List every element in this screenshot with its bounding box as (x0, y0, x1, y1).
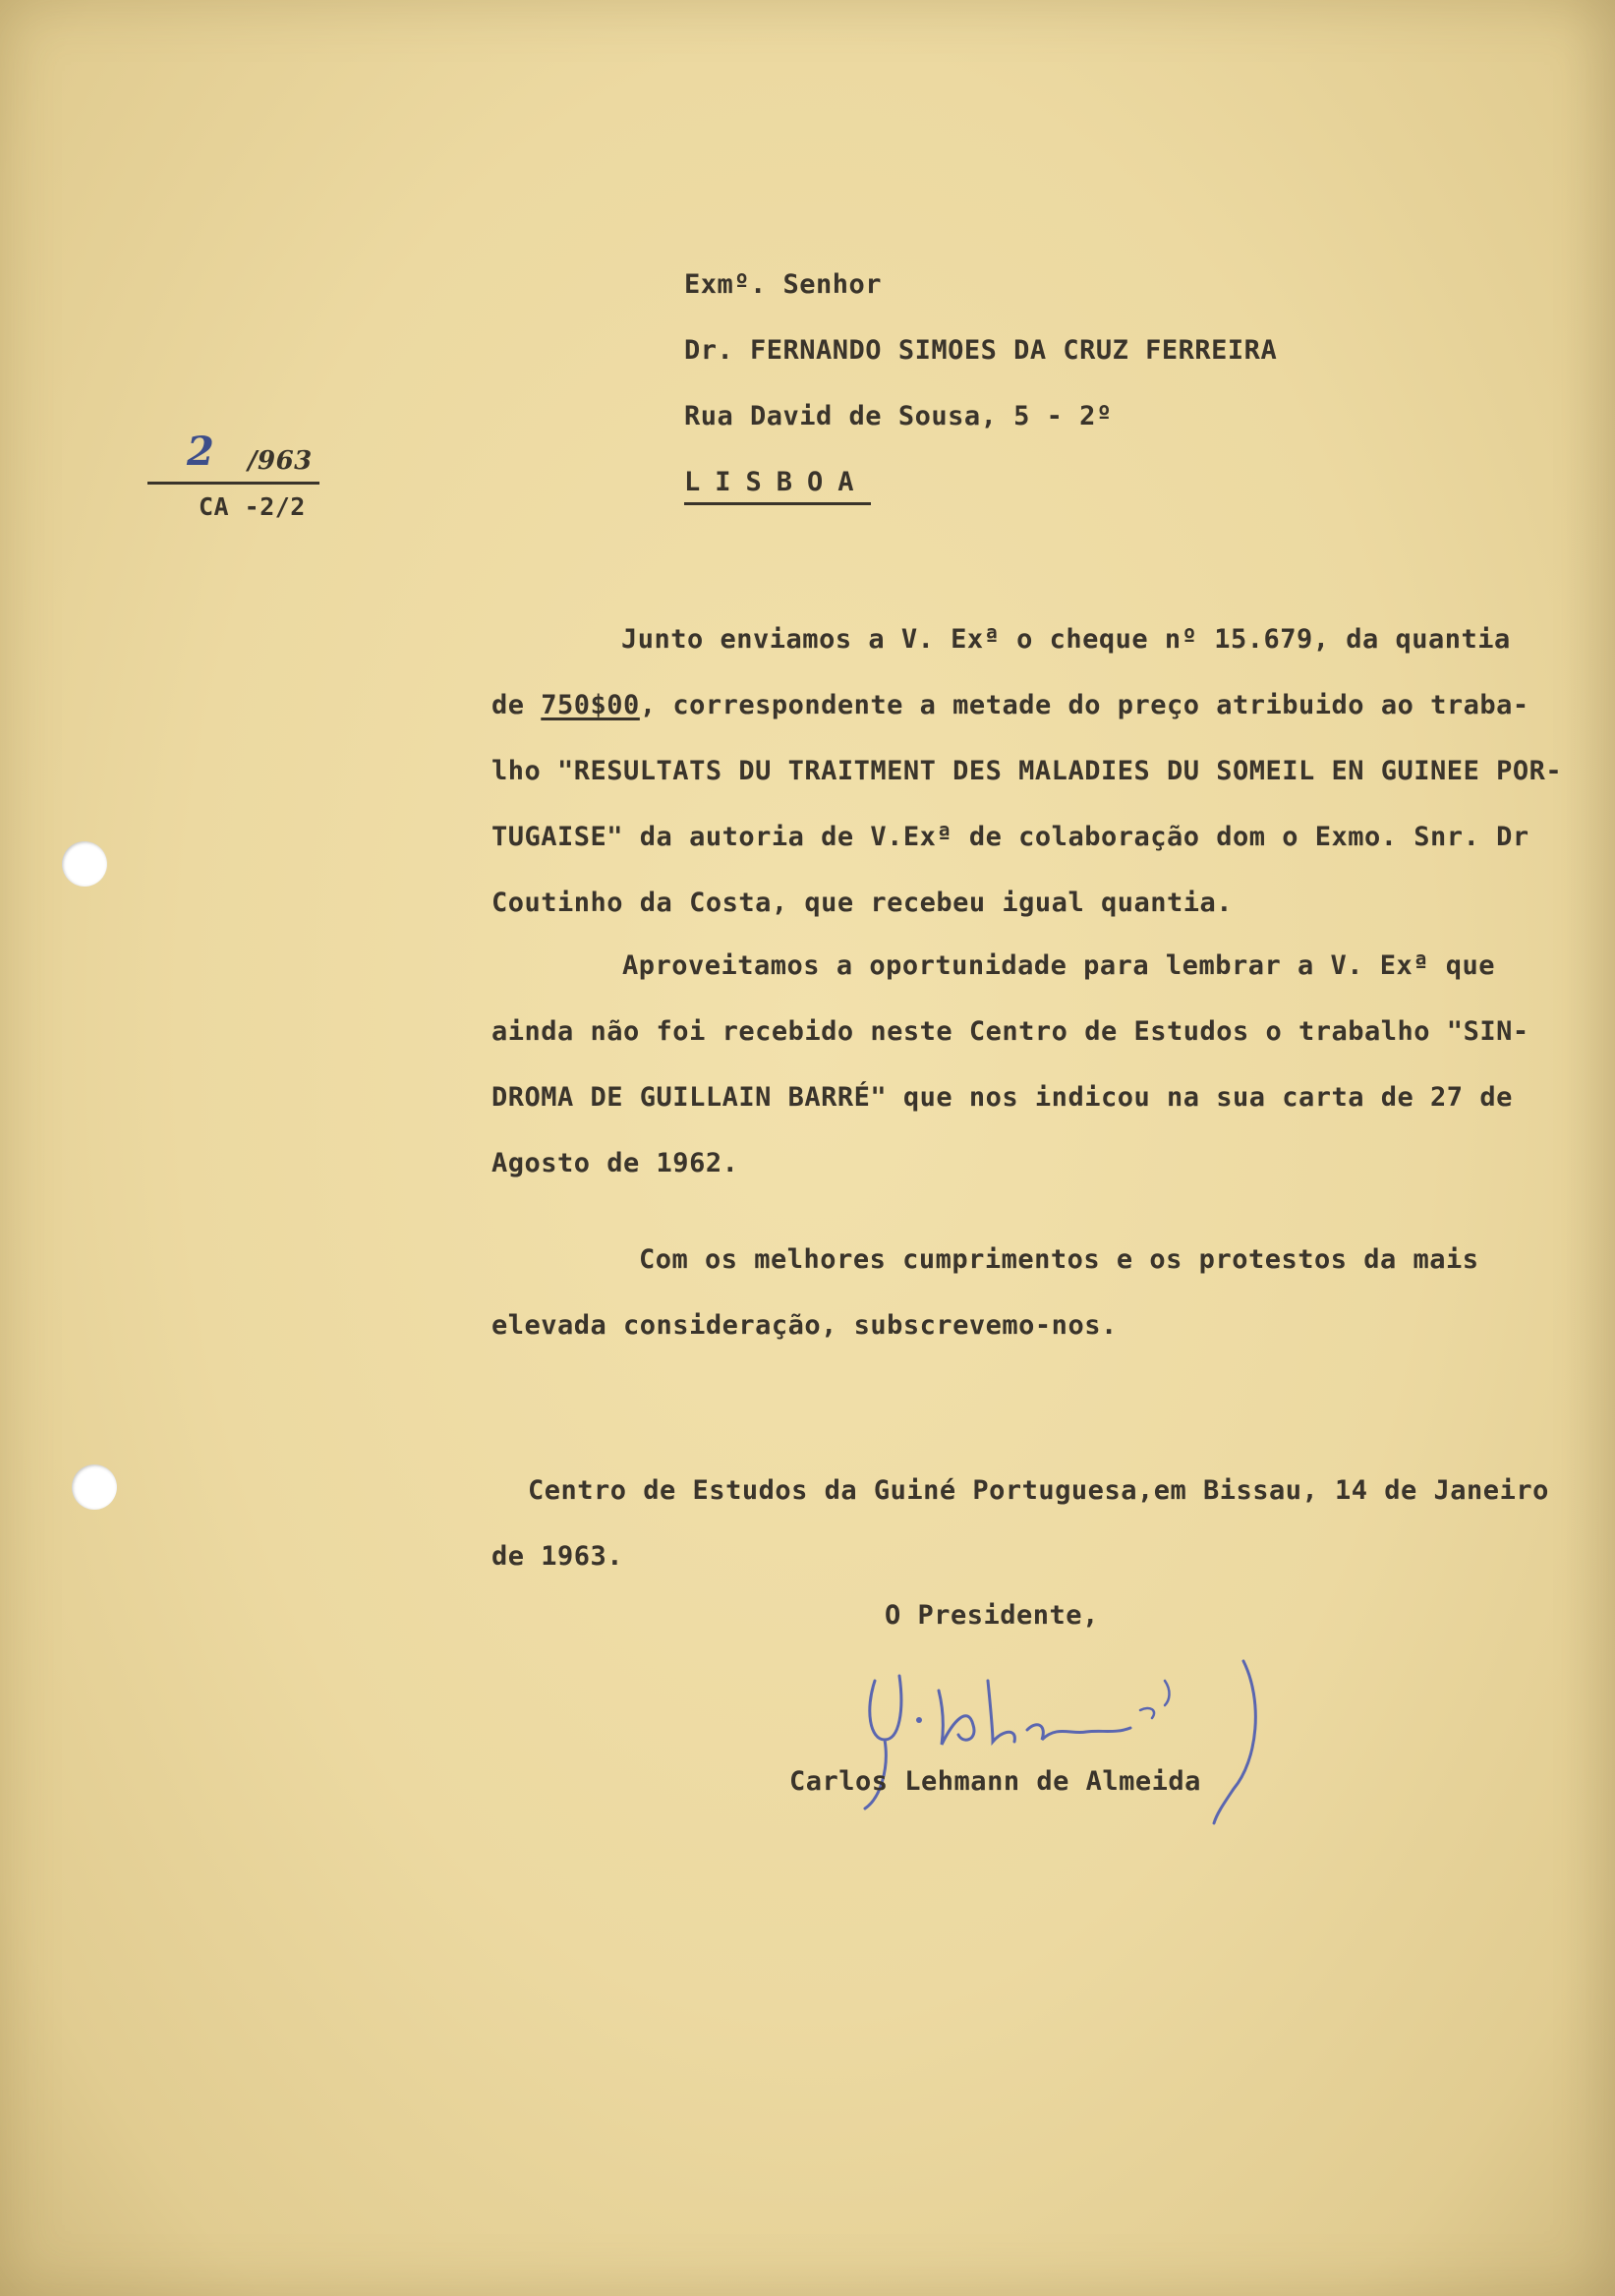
address-city: LISBOA (684, 463, 871, 505)
address-street: Rua David de Sousa, 5 - 2º (684, 401, 1113, 431)
paragraph-line-amount (491, 672, 1543, 738)
body-paragraph-1 (491, 606, 1563, 936)
recipient-address (684, 252, 1277, 515)
reference-year: /963 (248, 446, 313, 476)
closing-title: O Presidente, (885, 1600, 1099, 1631)
paragraph-line: DROMA DE GUILLAIN BARRÉ" que nos indicou na sua carta de 27 de (491, 1082, 1513, 1113)
body-paragraph-2 (491, 933, 1543, 1196)
paragraph-line: Agosto de 1962. (491, 1148, 739, 1178)
line-end: , correspondente a metade do preço atribuido ao traba- (639, 690, 1529, 720)
place-and-date (491, 1458, 1549, 1589)
paragraph-line: ainda não foi recebido neste Centro de Estudos o trabalho "SIN- (491, 1016, 1529, 1047)
cheque-amount: 750$00 (541, 690, 640, 720)
place-date-line: Centro de Estudos da Guiné Portuguesa,em Bissau, 14 de Janeiro (528, 1475, 1549, 1506)
line-start: de (491, 690, 542, 720)
punch-hole-bottom (72, 1464, 117, 1510)
page-edge-shading (1563, 0, 1615, 2296)
paragraph-line: Aproveitamos a oportunidade para lembrar a V. Exª que (622, 950, 1496, 981)
paragraph-line: TUGAISE" da autoria de V.Exª de colaboração dom o Exmo. Snr. Dr (491, 822, 1529, 852)
body-paragraph-3 (491, 1227, 1543, 1358)
reference-number-line (147, 429, 319, 485)
address-salutation: Exmº. Senhor (684, 269, 883, 300)
reference-code: CA -2/2 (199, 492, 306, 521)
signer-name: Carlos Lehmann de Almeida (789, 1766, 1201, 1797)
paragraph-line: lho "RESULTATS DU TRAITMENT DES MALADIES DU SOMEIL EN GUINEE POR- (491, 756, 1563, 786)
paragraph-line: Com os melhores cumprimentos e os protestos da mais (639, 1244, 1479, 1275)
reference-block (147, 429, 319, 521)
paragraph-line: Coutinho da Costa, que recebeu igual quantia. (491, 888, 1233, 918)
paragraph-line: elevada consideração, subscrevemo-nos. (491, 1310, 1118, 1341)
handwritten-signature (845, 1651, 1278, 1828)
paragraph-line: Junto enviamos a V. Exª o cheque nº 15.679, da quantia (621, 624, 1511, 655)
reference-number: 2 (187, 429, 215, 475)
address-name: Dr. FERNANDO SIMOES DA CRUZ FERREIRA (684, 335, 1278, 366)
place-date-line: de 1963. (491, 1541, 624, 1572)
punch-hole-top (62, 841, 107, 887)
